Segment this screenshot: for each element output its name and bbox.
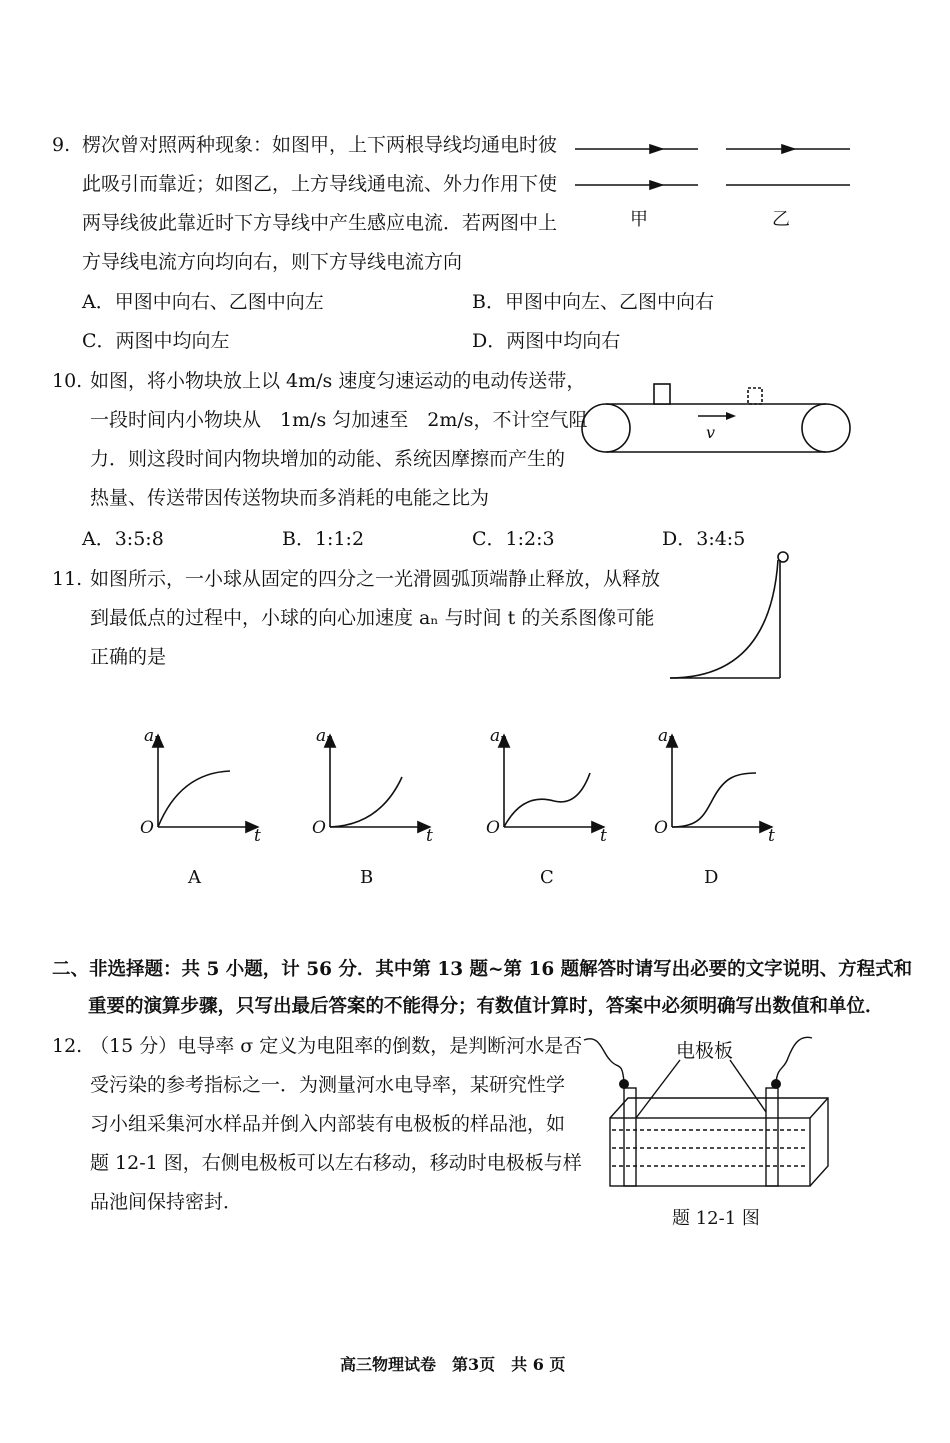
q12-sample-pool-figure (580, 1030, 845, 1200)
graph-a-name: A (188, 867, 201, 888)
graph-d-name: D (704, 867, 719, 888)
q12-number: 12. (52, 1035, 83, 1057)
q9-wire-figure (570, 135, 855, 200)
graph-b-name: B (360, 867, 374, 888)
graph-d (672, 735, 772, 827)
graph-c-name: C (540, 867, 554, 888)
q12-line-3: 习小组采集河水样品并倒入内部装有电极板的样品池，如 (90, 1113, 566, 1135)
block-solid (654, 384, 670, 404)
left-electrode (624, 1088, 636, 1186)
graph-c-y-label: aₙ (490, 726, 508, 746)
graph-a-curve (158, 771, 230, 827)
pool-front (610, 1118, 810, 1186)
right-terminal-icon (771, 1079, 781, 1089)
graph-b (330, 735, 430, 827)
q12-electrode-label: 电极板 (676, 1040, 734, 1062)
graph-c (504, 735, 604, 827)
q10-option-a: A．3:5:8 (82, 528, 164, 550)
graph-a-x-label: t (254, 826, 261, 846)
section2-line-1: 二、非选择题：共 5 小题，计 56 分．其中第 13 题~第 16 题解答时请写出必要的文字说明、方程式和 (52, 959, 913, 980)
graph-d-y-label: aₙ (658, 726, 676, 746)
q10-conveyor-figure (576, 378, 856, 458)
q10-option-c: C．1:2:3 (472, 528, 555, 550)
ball-icon (778, 552, 788, 562)
left-wire (584, 1039, 624, 1082)
q11-number: 11. (52, 568, 83, 590)
label-leader-right (730, 1060, 766, 1112)
q10-option-b: B．1:1:2 (282, 528, 365, 550)
right-pulley (802, 404, 850, 452)
label-leader-left (636, 1060, 680, 1118)
q12-line-5: 品池间保持密封． (90, 1191, 243, 1213)
q12-line-4: 题 12-1 图，右侧电极板可以左右移动，移动时电极板与样 (90, 1152, 582, 1174)
graph-c-curve (504, 773, 590, 827)
q9-line-3: 两导线彼此靠近时下方导线中产生感应电流．若两图中上 (82, 212, 558, 234)
belt-v-label: v (706, 423, 716, 442)
quarter-arc (670, 560, 778, 678)
q10-line-4: 热量、传送带因传送物块而多消耗的电能之比为 (90, 487, 490, 509)
q9-option-a: A．甲图中向右、乙图中向左 (82, 291, 324, 313)
left-pulley (582, 404, 630, 452)
graph-a-y-label: aₙ (144, 726, 162, 746)
graph-c-x-label: t (600, 826, 607, 846)
q12-line-2: 受污染的参考指标之一．为测量河水电导率，某研究性学 (90, 1074, 566, 1096)
graph-c-origin: O (486, 818, 500, 838)
q11-graphs (120, 715, 800, 895)
block-dashed (748, 388, 762, 404)
yi-upper-arrow-icon (782, 145, 794, 153)
q9-line-1: 楞次曾对照两种现象：如图甲，上下两根导线均通电时彼 (82, 134, 558, 156)
q9-option-c: C．两图中均向左 (82, 330, 230, 352)
page-footer: 高三物理试卷 第3页 共 6 页 (340, 1355, 566, 1374)
graph-b-origin: O (312, 818, 326, 838)
graph-b-y-label: aₙ (316, 726, 334, 746)
right-wire (776, 1037, 812, 1082)
jia-upper-arrow-icon (650, 145, 662, 153)
pool-top (610, 1098, 828, 1186)
q9-option-d: D．两图中均向右 (472, 330, 621, 352)
graph-d-x-label: t (768, 826, 775, 846)
jia-lower-arrow-icon (650, 181, 662, 189)
left-terminal-icon (619, 1079, 629, 1089)
q10-line-1: 如图，将小物块放上以 4m/s 速度匀速运动的电动传送带， (90, 370, 586, 392)
q11-line-3: 正确的是 (90, 646, 167, 668)
graph-b-x-label: t (426, 826, 433, 846)
q9-fig-label-yi: 乙 (772, 209, 790, 230)
graph-b-curve (330, 777, 402, 827)
q9-number: 9. (52, 134, 71, 156)
section2-line-2: 重要的演算步骤，只写出最后答案的不能得分；有数值计算时，答案中必须明确写出数值和单位． (88, 996, 884, 1017)
graph-a-origin: O (140, 818, 154, 838)
velocity-arrow-head-icon (726, 412, 736, 420)
q11-line-2: 到最低点的过程中，小球的向心加速度 aₙ 与时间 t 的关系图像可能 (90, 607, 655, 629)
q12-line-1: （15 分）电导率 σ 定义为电阻率的倒数，是判断河水是否 (90, 1035, 583, 1057)
right-electrode (766, 1088, 778, 1186)
q9-option-b: B．甲图中向左、乙图中向右 (472, 291, 714, 313)
graph-d-curve (672, 773, 756, 827)
q10-line-3: 力．则这段时间内物块增加的动能、系统因摩擦而产生的 (90, 448, 566, 470)
q9-fig-label-jia: 甲 (630, 209, 648, 230)
graph-d-origin: O (654, 818, 668, 838)
q10-number: 10. (52, 370, 83, 392)
q11-arc-figure (660, 548, 800, 688)
q12-figure-caption: 题 12-1 图 (672, 1208, 760, 1229)
q9-line-4: 方导线电流方向均向右，则下方导线电流方向 (82, 251, 463, 273)
q11-line-1: 如图所示，一小球从固定的四分之一光滑圆弧顶端静止释放，从释放 (90, 568, 661, 590)
q9-line-2: 此吸引而靠近；如图乙，上方导线通电流、外力作用下使 (82, 173, 558, 195)
q10-option-d: D．3:4:5 (662, 528, 746, 550)
q10-line-2: 一段时间内小物块从 1m/s 匀加速至 2m/s，不计空气阻 (90, 409, 588, 431)
graph-a (158, 735, 258, 827)
